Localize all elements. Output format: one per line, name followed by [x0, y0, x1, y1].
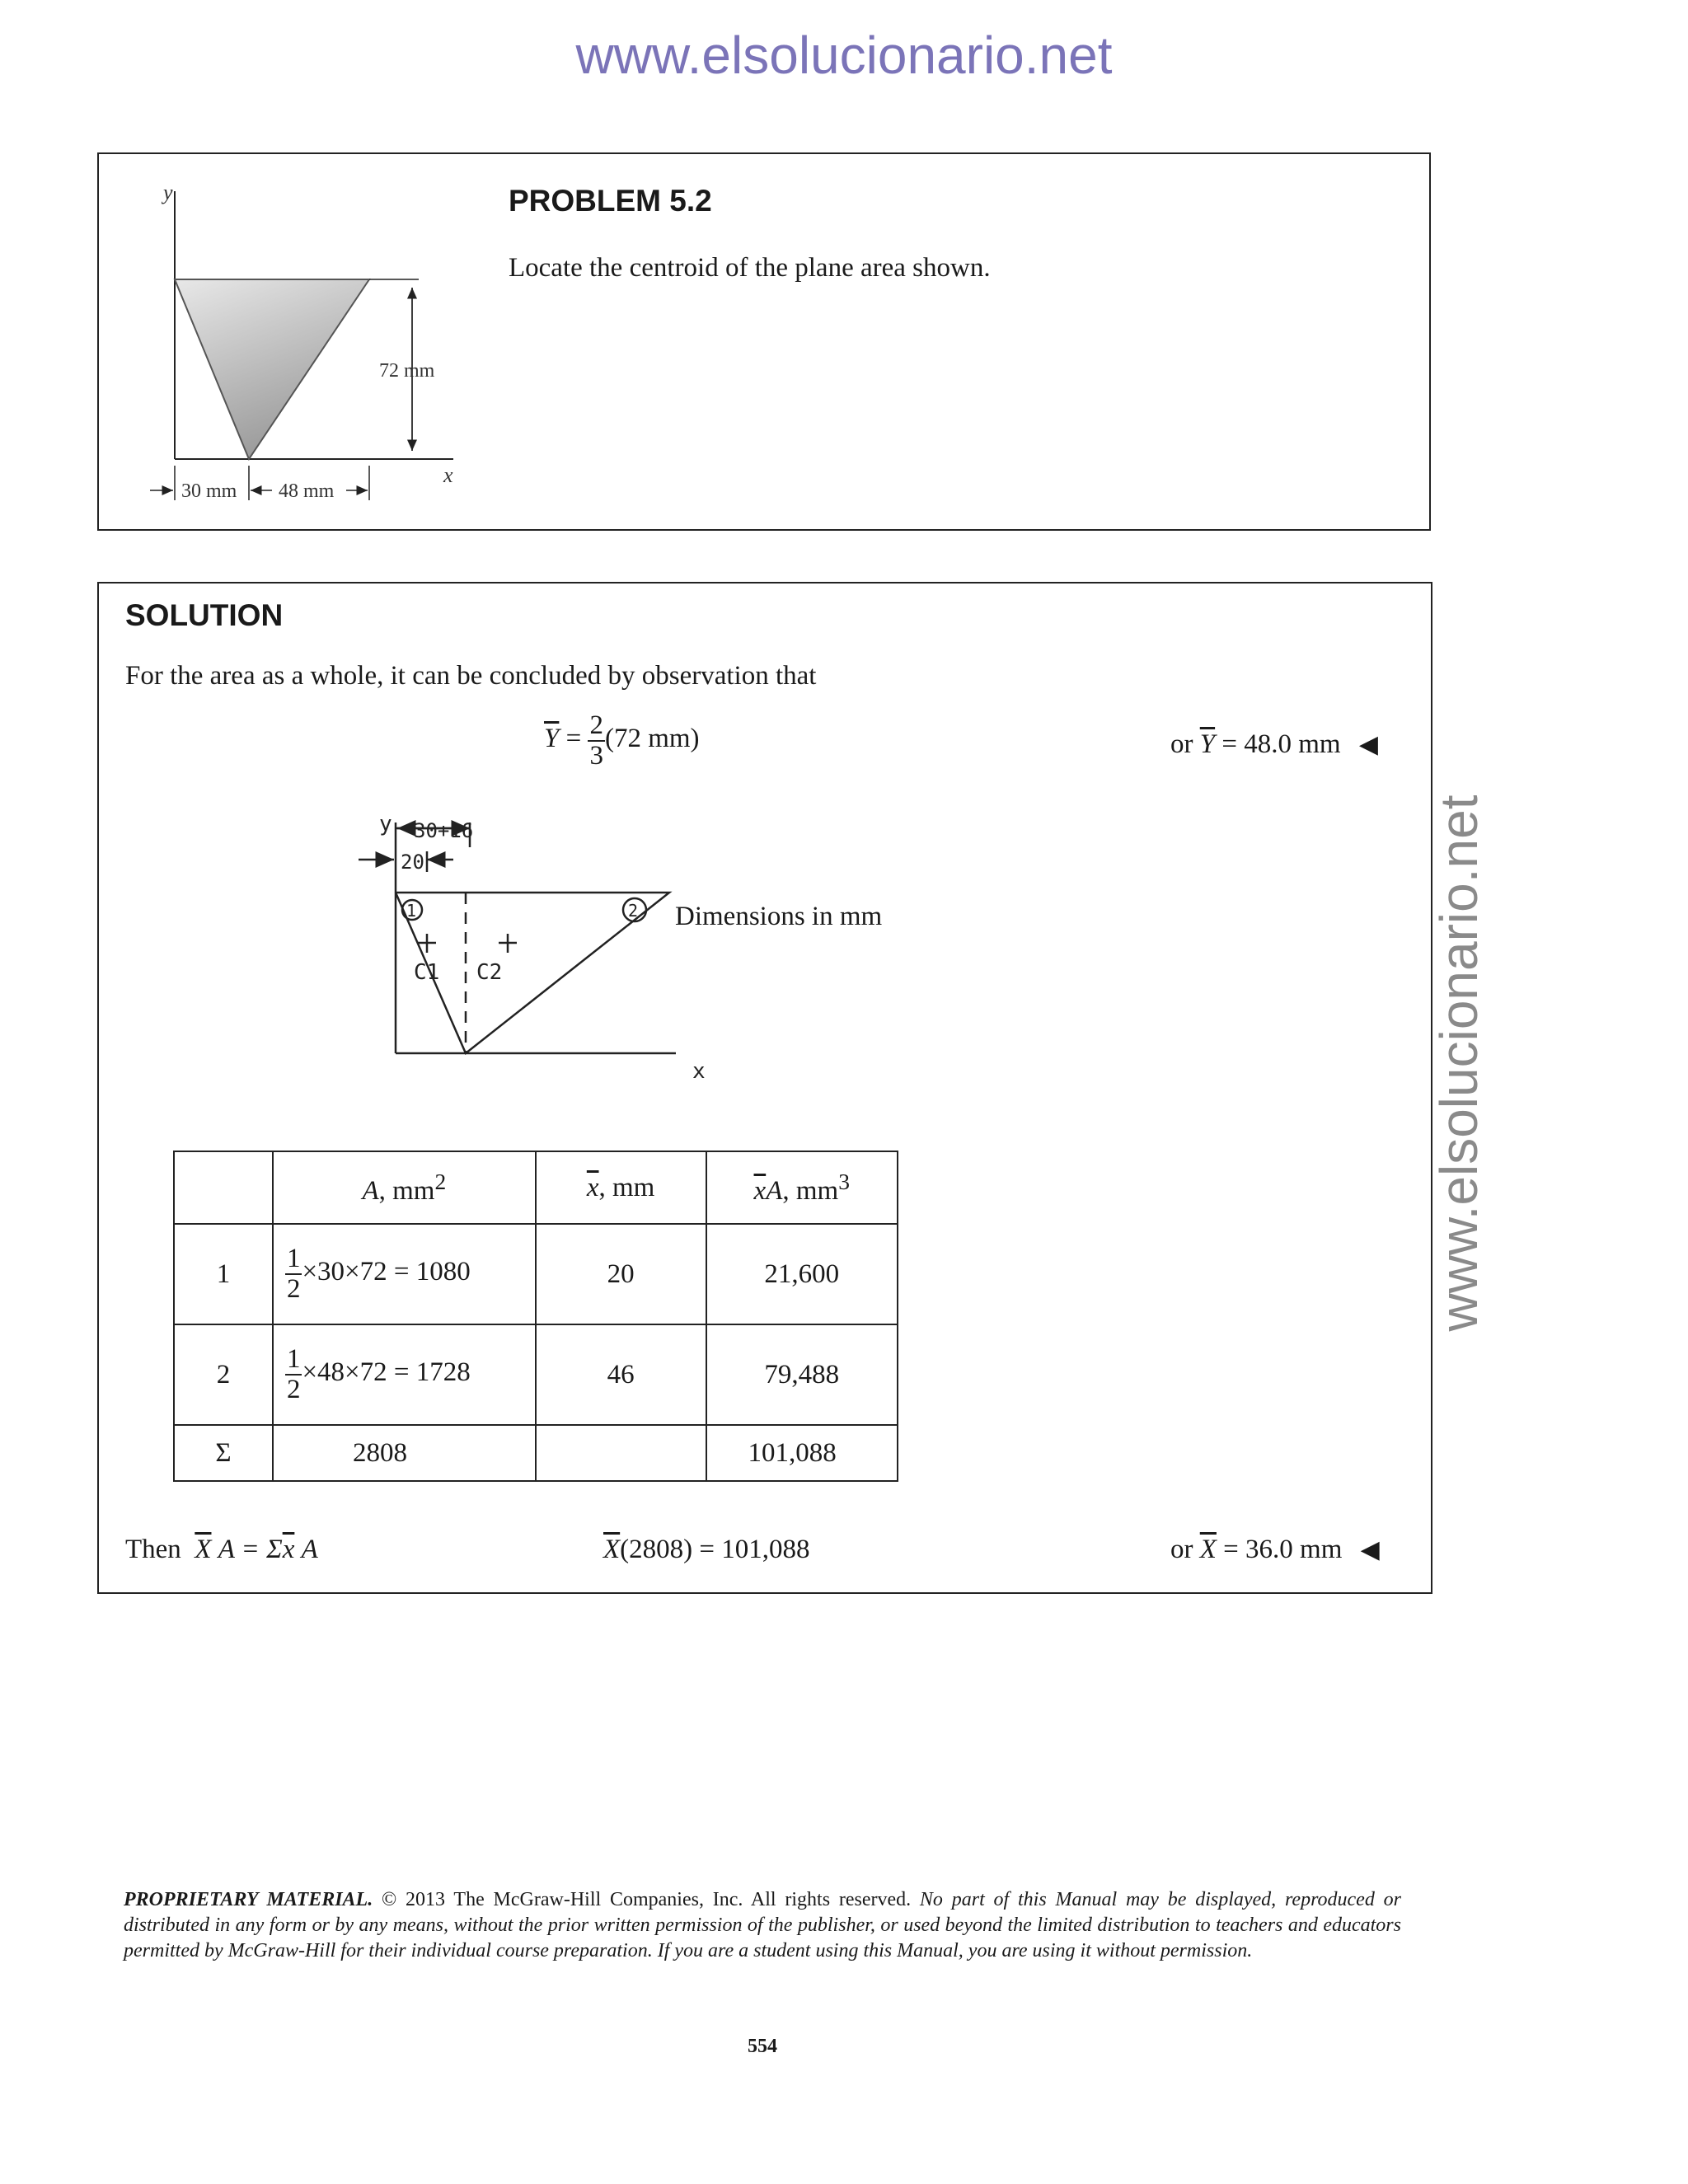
ybar-frac-num: 2	[589, 710, 603, 740]
table-row	[174, 1224, 898, 1324]
watermark-top: www.elsolucionario.net	[575, 26, 1113, 85]
row-id: 2	[174, 1324, 273, 1425]
table-sum-row	[174, 1425, 898, 1481]
sketch-figure	[354, 806, 783, 1103]
sum-id: Σ	[174, 1425, 273, 1481]
footer-notice	[124, 1887, 1401, 1964]
then-xsmall: $\overline{x}$	[282, 1535, 295, 1564]
solution-box	[97, 582, 1432, 1594]
ybar-symbol: $\overline{Y}$	[544, 724, 560, 754]
sum-xa: 101,088	[706, 1425, 898, 1481]
table-header-row	[174, 1151, 898, 1224]
row-area	[273, 1324, 536, 1425]
row-xa: 21,600	[706, 1224, 898, 1324]
fig-x-label: x	[443, 463, 453, 487]
row-xbar: 46	[536, 1324, 706, 1425]
problem-box	[97, 152, 1431, 531]
row-area	[273, 1224, 536, 1324]
header-xa-xbar: $\overline{x}$	[753, 1176, 767, 1206]
then-equation-2	[603, 1535, 810, 1565]
sketch-y-label: y	[379, 812, 392, 837]
problem-statement: Locate the centroid of the plane area shown.	[509, 253, 991, 283]
sketch-dim-low: 20	[401, 851, 424, 874]
sketch-caption: Dimensions in mm	[675, 902, 883, 931]
row-frac-den: 2	[286, 1274, 301, 1304]
problem-figure	[99, 154, 560, 529]
then-label: Then	[125, 1535, 181, 1564]
sum-xbar	[536, 1425, 706, 1481]
row-xa: 79,488	[706, 1324, 898, 1425]
ybar-result-val: = 48.0 mm	[1221, 729, 1341, 759]
answer-marker-icon: ◀	[1360, 1536, 1380, 1563]
row-area-expr: ×30×72 = 1080	[302, 1257, 471, 1287]
row-frac-num: 1	[286, 1344, 301, 1375]
watermark-side: www.elsolucionario.net	[1429, 794, 1489, 1332]
solution-intro: For the area as a whole, it can be concluded by observation that	[125, 661, 817, 691]
ybar-equation	[544, 711, 700, 770]
ybar-rest: (72 mm)	[604, 724, 700, 754]
ybar-result-var: $\overline{Y}$	[1199, 729, 1216, 759]
ybar-fraction	[588, 711, 605, 770]
then-xbar: $\overline{X}$	[195, 1535, 212, 1564]
then-eq1: A = Σ	[218, 1535, 283, 1564]
header-area-exp: 2	[434, 1169, 447, 1194]
fig-left-dim: 30 mm	[181, 480, 237, 502]
fig-triangle	[175, 279, 369, 459]
then2-eq: (2808) = 101,088	[620, 1535, 810, 1564]
fig-right-dim: 48 mm	[279, 480, 335, 502]
header-xbar: $\overline{x}$	[586, 1172, 599, 1202]
footer-normal: © 2013 The McGraw-Hill Companies, Inc. All rights reserved.	[373, 1889, 920, 1910]
sketch-x-label: x	[692, 1059, 706, 1084]
row-id: 1	[174, 1224, 273, 1324]
header-xa-exp: 3	[838, 1169, 850, 1194]
centroid-table	[173, 1151, 898, 1482]
footer-italic: No part of this Manual may be displayed, reproduced or distributed in any form or by any means, without the prior written permission of the publisher, or used beyond the limited distribution to teachers and educators permitted by McGraw-Hill for their individual course preparation. If you are a student using this Manual, you are using it without permission.	[124, 1889, 1401, 1961]
then-equation	[125, 1535, 318, 1565]
answer-marker-icon: ◀	[1358, 731, 1378, 758]
page-number: 554	[748, 2036, 777, 2057]
row-frac-den: 2	[286, 1375, 301, 1404]
row-area-expr: ×48×72 = 1728	[302, 1357, 471, 1388]
ybar-eq-sign: =	[565, 724, 582, 754]
solution-title: SOLUTION	[125, 598, 284, 632]
sketch-region-1: 1	[406, 901, 417, 921]
table-header-cell: $\overline{x}A$, $mm^3$	[706, 1151, 898, 1224]
fig-y-label: y	[163, 180, 173, 204]
ybar-result-or: or	[1170, 729, 1193, 759]
row-frac-num: 1	[286, 1244, 301, 1274]
table-header-cell: A, $mm^2$	[273, 1151, 536, 1224]
xbar-result	[1170, 1535, 1380, 1565]
table-header-cell: $\overline{x}$, mm	[536, 1151, 706, 1224]
xbar-result-val: = 36.0 mm	[1223, 1535, 1343, 1564]
sketch-c2: C2	[476, 960, 503, 985]
xbar-result-var: $\overline{X}$	[1199, 1535, 1217, 1564]
row-xbar: 20	[536, 1224, 706, 1324]
sum-area: 2808	[273, 1425, 536, 1481]
sketch-region-2: 2	[628, 901, 639, 921]
then-eq1b: A	[301, 1535, 318, 1564]
ybar-result	[1170, 729, 1378, 760]
fig-height-dim: 72 mm	[379, 360, 435, 382]
problem-title: PROBLEM 5.2	[509, 184, 712, 218]
table-row	[174, 1324, 898, 1425]
sketch-dim-top: 30+16	[414, 819, 474, 842]
sketch-c1: C1	[414, 960, 440, 985]
then2-xbar: $\overline{X}$	[603, 1535, 621, 1564]
table-header-cell	[174, 1151, 273, 1224]
ybar-frac-den: 3	[589, 740, 603, 771]
xbar-result-or: or	[1170, 1535, 1193, 1564]
footer-bold: PROPRIETARY MATERIAL.	[124, 1889, 373, 1910]
